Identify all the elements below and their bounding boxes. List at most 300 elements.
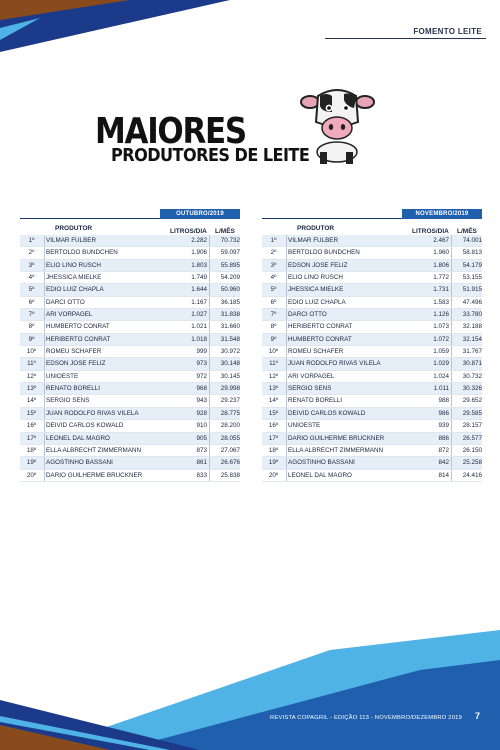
column-divider (286, 433, 287, 444)
liters-day-cell: 1.806 (433, 261, 449, 269)
liters-day-cell: 886 (438, 434, 449, 442)
footer-decoration (0, 630, 500, 750)
rank-cell: 18º (26, 446, 37, 454)
table-header (20, 223, 240, 235)
column-divider (286, 346, 287, 357)
liters-month-cell: 28.200 (220, 422, 240, 430)
producer-name-cell: VILMAR FULBER (288, 237, 339, 244)
liters-day-cell: 1.072 (433, 335, 449, 343)
rank-cell: 5º (28, 286, 35, 294)
producer-name-cell: DEIVID CARLOS KOWALD (288, 409, 366, 417)
producer-name-cell: ROMEU SCHAFER (46, 348, 102, 356)
liters-day-cell: 1.029 (433, 360, 449, 368)
producer-name-cell: ELIO LINO RUSCH (46, 261, 101, 269)
column-divider (44, 309, 45, 320)
liters-day-cell: 873 (196, 446, 207, 454)
producer-name-cell: ELLA ALBRECHT ZIMMERMANN (46, 446, 142, 454)
liters-month-cell: 29.237 (220, 397, 240, 405)
liters-month-cell: 31.838 (220, 311, 240, 319)
column-divider (209, 309, 210, 320)
table-row (262, 272, 482, 284)
column-divider (44, 334, 45, 345)
column-divider (286, 247, 287, 258)
column-divider (209, 420, 210, 431)
liters-month-cell: 53.155 (462, 274, 482, 282)
producer-name-cell: EDSON JOSE FELIZ (288, 261, 348, 269)
liters-day-cell: 939 (438, 422, 449, 430)
liters-month-cell: 29.585 (462, 409, 482, 417)
rank-cell: 16º (268, 422, 279, 430)
producer-name-cell: JHESSICA MIELKE (46, 274, 102, 282)
liters-day-cell: 973 (196, 360, 207, 368)
rank-cell: 12º (268, 372, 279, 380)
table-row (262, 284, 482, 296)
table-row (20, 371, 240, 383)
liters-month-cell: 25.258 (462, 459, 482, 467)
column-divider (209, 433, 210, 444)
rank-cell: 12º (26, 372, 37, 380)
producer-name-cell: VILMAR FULBER (46, 237, 97, 244)
table-row (20, 420, 240, 432)
footer-text: REVISTA COPAGRIL - EDIÇÃO 113 - NOVEMBRO/DEZEMBRO 2019 (270, 715, 462, 721)
column-divider (44, 395, 45, 406)
column-divider (451, 408, 452, 419)
header-litros-mes: L/MÊS (215, 228, 235, 235)
liters-day-cell: 1.803 (191, 261, 207, 269)
liters-day-cell: 986 (438, 409, 449, 417)
liters-day-cell: 861 (196, 459, 207, 467)
liters-month-cell: 58.813 (462, 249, 482, 257)
producer-name-cell: HERIBERTO CONRAT (288, 323, 353, 331)
table-row (262, 470, 482, 482)
column-divider (286, 470, 287, 481)
rank-cell: 14º (268, 397, 279, 405)
liters-month-cell: 29.652 (462, 397, 482, 405)
liters-day-cell: 943 (196, 397, 207, 405)
producer-name-cell: EDSON JOSE FELIZ (46, 360, 106, 368)
table-row (262, 358, 482, 370)
liters-day-cell: 1.018 (191, 335, 207, 343)
liters-month-cell: 28.055 (220, 434, 240, 442)
column-divider (286, 260, 287, 271)
table-row (262, 383, 482, 395)
liters-month-cell: 26.150 (462, 446, 482, 454)
rank-cell: 19º (268, 459, 279, 467)
liters-day-cell: 1.167 (191, 298, 207, 306)
column-divider (286, 272, 287, 283)
liters-month-cell: 32.188 (462, 323, 482, 331)
liters-month-cell: 74.001 (462, 237, 482, 244)
column-divider (44, 358, 45, 369)
rank-cell: 18º (268, 446, 279, 454)
column-divider (286, 395, 287, 406)
column-divider (209, 358, 210, 369)
table-row (20, 334, 240, 346)
table-row (20, 297, 240, 309)
rank-cell: 13º (26, 385, 37, 393)
column-divider (286, 235, 287, 246)
liters-day-cell: 910 (196, 422, 207, 430)
column-divider (44, 284, 45, 295)
column-divider (286, 371, 287, 382)
producer-name-cell: UNIOESTE (288, 422, 321, 430)
producer-name-cell: JUAN RODOLFO RIVAS VILELA (46, 409, 139, 417)
column-divider (451, 371, 452, 382)
liters-month-cell: 28.157 (462, 422, 482, 430)
column-divider (44, 297, 45, 308)
column-divider (451, 321, 452, 332)
table-row (262, 297, 482, 309)
header-produtor: PRODUTOR (55, 225, 93, 232)
producer-name-cell: BERTOLDO BUNDCHEN (288, 249, 360, 257)
liters-day-cell: 1.960 (433, 249, 449, 257)
liters-month-cell: 70.732 (220, 237, 240, 244)
rank-cell: 2º (270, 249, 277, 257)
rank-cell: 16º (26, 422, 37, 430)
column-divider (451, 309, 452, 320)
liters-month-cell: 26.676 (220, 459, 240, 467)
column-divider (209, 383, 210, 394)
table-row (20, 235, 240, 247)
rank-cell: 17º (26, 434, 37, 442)
liters-day-cell: 1.011 (433, 385, 449, 393)
header-litros-mes: L/MÊS (457, 228, 477, 235)
column-divider (44, 408, 45, 419)
column-divider (451, 260, 452, 271)
column-divider (286, 383, 287, 394)
producer-name-cell: UNIOESTE (46, 372, 79, 380)
column-divider (44, 272, 45, 283)
rank-cell: 9º (270, 335, 277, 343)
table-row (262, 371, 482, 383)
column-divider (286, 297, 287, 308)
producer-name-cell: ROMEU SCHAFER (288, 348, 344, 356)
column-divider (44, 445, 45, 456)
column-divider (44, 433, 45, 444)
liters-month-cell: 30.972 (220, 348, 240, 356)
rank-cell: 3º (28, 261, 35, 269)
cow-icon (300, 86, 375, 166)
liters-month-cell: 30.732 (462, 372, 482, 380)
column-divider (286, 445, 287, 456)
producer-name-cell: DARCI OTTO (46, 298, 85, 306)
rank-cell: 17º (268, 434, 279, 442)
section-label: FOMENTO LEITE (413, 27, 482, 36)
table-row (262, 309, 482, 321)
rank-cell: 9º (28, 335, 35, 343)
column-divider (44, 247, 45, 258)
liters-month-cell: 27.067 (220, 446, 240, 454)
table-row (20, 395, 240, 407)
column-divider (286, 334, 287, 345)
rank-cell: 8º (28, 323, 35, 331)
table-row (20, 346, 240, 358)
column-divider (44, 457, 45, 468)
column-divider (451, 284, 452, 295)
table-row (262, 346, 482, 358)
table-row (20, 470, 240, 482)
column-divider (209, 297, 210, 308)
table-row (262, 395, 482, 407)
table-row (262, 420, 482, 432)
rank-cell: 10º (26, 348, 37, 356)
liters-day-cell: 1.749 (191, 274, 207, 282)
liters-month-cell: 31.767 (462, 348, 482, 356)
column-divider (209, 334, 210, 345)
column-divider (44, 346, 45, 357)
liters-day-cell: 1.731 (433, 286, 449, 294)
rank-cell: 10º (268, 348, 279, 356)
rank-cell: 4º (28, 274, 35, 282)
liters-month-cell: 30.871 (462, 360, 482, 368)
rank-cell: 6º (270, 298, 277, 306)
column-divider (286, 321, 287, 332)
page-title: MAIORES (95, 111, 246, 152)
table-row (262, 433, 482, 445)
section-rule (325, 38, 486, 39)
table-body (20, 235, 240, 482)
table-body (262, 235, 482, 482)
rank-cell: 13º (268, 385, 279, 393)
liters-day-cell: 1.906 (191, 249, 207, 257)
producer-name-cell: RENATO BORELLI (288, 397, 343, 405)
liters-day-cell: 968 (196, 385, 207, 393)
rank-cell: 4º (270, 274, 277, 282)
column-divider (286, 358, 287, 369)
rank-cell: 19º (26, 459, 37, 467)
liters-month-cell: 47.496 (462, 298, 482, 306)
column-divider (209, 395, 210, 406)
table-row (262, 457, 482, 469)
column-divider (286, 420, 287, 431)
column-divider (44, 321, 45, 332)
liters-day-cell: 814 (438, 471, 449, 479)
rank-cell: 15º (26, 409, 37, 417)
producer-name-cell: ELLA ALBRECHT ZIMMERMANN (288, 446, 384, 454)
table-row (20, 358, 240, 370)
producer-name-cell: AGOSTINHO BASSANI (288, 459, 355, 467)
table-row (262, 445, 482, 457)
producer-name-cell: ELIO LINO RUSCH (288, 274, 343, 282)
table-row (20, 309, 240, 321)
rank-cell: 6º (28, 298, 35, 306)
producer-name-cell: HUMBERTO CONRAT (288, 335, 352, 343)
column-divider (209, 260, 210, 271)
liters-month-cell: 29.998 (220, 385, 240, 393)
table-row (20, 457, 240, 469)
header-litros-dia: LITROS/DIA (412, 228, 449, 235)
liters-month-cell: 24.416 (462, 471, 482, 479)
page-number: 7 (474, 711, 480, 721)
table-row (262, 334, 482, 346)
liters-month-cell: 54.179 (462, 261, 482, 269)
table-row (20, 408, 240, 420)
liters-day-cell: 1.059 (433, 348, 449, 356)
producer-name-cell: EDIO LUIZ CHAPLA (288, 298, 346, 306)
liters-month-cell: 33.780 (462, 311, 482, 319)
liters-month-cell: 30.148 (220, 360, 240, 368)
producer-name-cell: LEONEL DAL MAGRO (288, 471, 352, 479)
column-divider (451, 297, 452, 308)
liters-month-cell: 31.548 (220, 335, 240, 343)
producer-name-cell: ARI VORPAGEL (288, 372, 335, 380)
rank-cell: 7º (270, 311, 277, 319)
liters-day-cell: 1.021 (191, 323, 207, 331)
column-divider (209, 272, 210, 283)
table-row (262, 235, 482, 247)
producer-name-cell: LEONEL DAL MAGRO (46, 434, 110, 442)
column-divider (209, 284, 210, 295)
liters-month-cell: 30.326 (462, 385, 482, 393)
table-row (20, 272, 240, 284)
table-row (20, 247, 240, 259)
liters-day-cell: 1.126 (433, 311, 449, 319)
table-row (20, 284, 240, 296)
liters-day-cell: 833 (196, 471, 207, 479)
liters-day-cell: 1.027 (191, 311, 207, 319)
producer-name-cell: HUMBERTO CONRAT (46, 323, 110, 331)
liters-day-cell: 999 (196, 348, 207, 356)
liters-day-cell: 1.644 (191, 286, 207, 294)
liters-day-cell: 2.282 (191, 237, 207, 244)
column-divider (209, 346, 210, 357)
column-divider (451, 445, 452, 456)
producer-name-cell: BERTOLDO BUNDCHEN (46, 249, 118, 257)
column-divider (451, 433, 452, 444)
producer-name-cell: JHESSICA MIELKE (288, 286, 344, 294)
column-divider (44, 420, 45, 431)
producer-name-cell: DARIO GUILHERME BRUCKNER (288, 434, 385, 442)
table-row (262, 260, 482, 272)
column-divider (451, 358, 452, 369)
column-divider (451, 420, 452, 431)
liters-month-cell: 30.145 (220, 372, 240, 380)
column-divider (451, 383, 452, 394)
liters-day-cell: 988 (438, 397, 449, 405)
period-badge: OUTUBRO/2019 (160, 209, 240, 219)
liters-day-cell: 905 (196, 434, 207, 442)
rank-cell: 7º (28, 311, 35, 319)
column-divider (209, 408, 210, 419)
table-row (20, 260, 240, 272)
column-divider (451, 247, 452, 258)
rank-cell: 11º (27, 360, 36, 368)
table-row (20, 433, 240, 445)
liters-month-cell: 59.097 (220, 249, 240, 257)
table-row (20, 445, 240, 457)
column-divider (451, 235, 452, 246)
column-divider (451, 470, 452, 481)
table-row (262, 321, 482, 333)
producer-name-cell: SERGIO SENS (288, 385, 332, 393)
liters-day-cell: 872 (438, 446, 449, 454)
table-row (20, 321, 240, 333)
column-divider (451, 346, 452, 357)
liters-month-cell: 32.154 (462, 335, 482, 343)
liters-day-cell: 1.024 (433, 372, 449, 380)
column-divider (44, 470, 45, 481)
column-divider (451, 395, 452, 406)
producer-name-cell: RENATO BORELLI (46, 385, 101, 393)
liters-day-cell: 928 (196, 409, 207, 417)
rank-cell: 20º (26, 471, 37, 479)
liters-day-cell: 842 (438, 459, 449, 467)
liters-month-cell: 28.775 (220, 409, 240, 417)
producer-name-cell: HERIBERTO CONRAT (46, 335, 111, 343)
rank-cell: 8º (270, 323, 277, 331)
producer-name-cell: DEIVID CARLOS KOWALD (46, 422, 124, 430)
table-header (262, 223, 482, 235)
header-produtor: PRODUTOR (297, 225, 335, 232)
column-divider (451, 272, 452, 283)
liters-day-cell: 972 (196, 372, 207, 380)
column-divider (44, 260, 45, 271)
column-divider (209, 247, 210, 258)
rank-cell: 5º (270, 286, 277, 294)
column-divider (209, 470, 210, 481)
rank-cell: 14º (26, 397, 37, 405)
table-row (262, 247, 482, 259)
liters-day-cell: 2.467 (433, 237, 449, 244)
rank-cell: 1º (28, 237, 35, 244)
liters-day-cell: 1.073 (433, 323, 449, 331)
liters-month-cell: 25.838 (220, 471, 240, 479)
producer-name-cell: DARCI OTTO (288, 311, 327, 319)
producer-name-cell: EDIO LUIZ CHAPLA (46, 286, 104, 294)
producer-name-cell: DARIO GUILHERME BRUCKNER (46, 471, 143, 479)
liters-month-cell: 50.960 (220, 286, 240, 294)
liters-day-cell: 1.772 (433, 274, 449, 282)
producer-name-cell: JUAN RODOLFO RIVAS VILELA (288, 360, 381, 368)
column-divider (44, 235, 45, 246)
column-divider (286, 457, 287, 468)
producer-name-cell: AGOSTINHO BASSANI (46, 459, 113, 467)
page-subtitle: PRODUTORES DE LEITE (111, 146, 310, 166)
table-row (20, 383, 240, 395)
column-divider (209, 235, 210, 246)
column-divider (209, 457, 210, 468)
header-litros-dia: LITROS/DIA (170, 228, 207, 235)
column-divider (286, 284, 287, 295)
column-divider (286, 408, 287, 419)
rank-cell: 3º (270, 261, 277, 269)
column-divider (209, 321, 210, 332)
producer-name-cell: ARI VORPAGEL (46, 311, 93, 319)
period-badge: NOVEMBRO/2019 (402, 209, 482, 219)
liters-month-cell: 51.915 (462, 286, 482, 294)
liters-month-cell: 54.209 (220, 274, 240, 282)
liters-month-cell: 26.577 (462, 434, 482, 442)
producer-name-cell: SERGIO SENS (46, 397, 90, 405)
liters-month-cell: 55.895 (220, 261, 240, 269)
liters-month-cell: 36.185 (220, 298, 240, 306)
column-divider (44, 371, 45, 382)
rank-cell: 20º (268, 471, 279, 479)
rank-cell: 1º (270, 237, 277, 244)
column-divider (209, 445, 210, 456)
liters-month-cell: 31.660 (220, 323, 240, 331)
rank-cell: 11º (269, 360, 278, 368)
rank-cell: 15º (268, 409, 279, 417)
rank-cell: 2º (28, 249, 35, 257)
liters-day-cell: 1.583 (433, 298, 449, 306)
column-divider (451, 334, 452, 345)
column-divider (44, 383, 45, 394)
column-divider (451, 457, 452, 468)
table-row (262, 408, 482, 420)
column-divider (286, 309, 287, 320)
column-divider (209, 371, 210, 382)
